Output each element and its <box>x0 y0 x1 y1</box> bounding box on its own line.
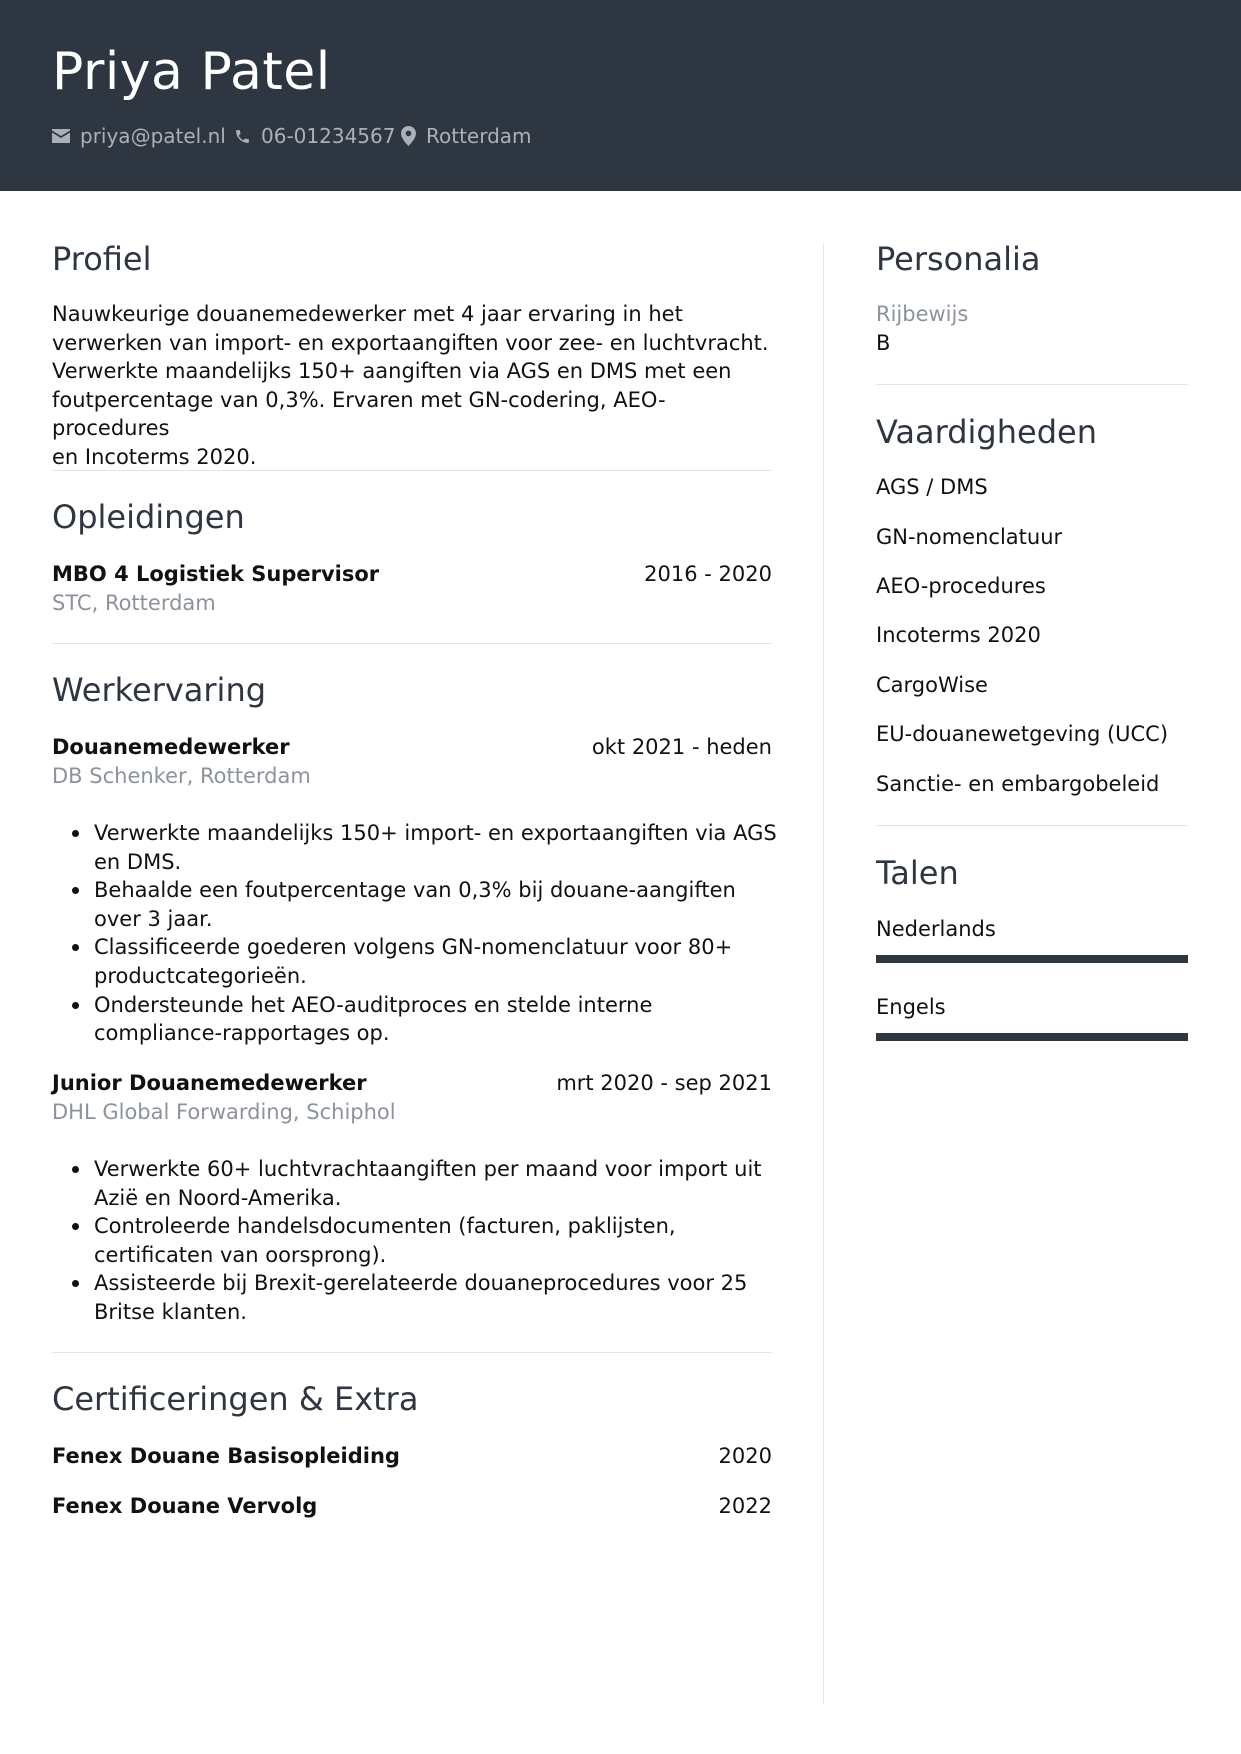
location-text: Rotterdam <box>426 124 532 148</box>
education-degree: MBO 4 Logistiek Supervisor <box>52 562 380 586</box>
license-label: Rijbewijs <box>876 302 969 326</box>
education-period: 2016 - 2020 <box>644 562 772 586</box>
job-bullets <box>52 819 794 1048</box>
job-company: DB Schenker, Rotterdam <box>52 764 311 788</box>
job-period: okt 2021 - heden <box>591 735 772 759</box>
phone-text: 06-01234567 <box>261 124 396 148</box>
contact-location <box>401 124 532 148</box>
profile-heading: Profiel <box>52 240 152 278</box>
experience-heading: Werkervaring <box>52 671 267 709</box>
certifications-heading: Certificeringen & Extra <box>52 1380 419 1418</box>
license-value: B <box>876 331 891 355</box>
job-role: Junior Douanemedewerker <box>52 1071 367 1095</box>
profile-line: Verwerkte maandelijks 150+ aangiften via AGS en DMS met een <box>52 359 732 384</box>
candidate-name: Priya Patel <box>52 42 331 102</box>
education-heading: Opleidingen <box>52 498 245 536</box>
section-divider <box>52 643 772 644</box>
list-item: Classificeerde goederen volgens GN-nomenclatuur voor 80+ productcategorieën. <box>94 933 794 990</box>
skill-item: AEO-procedures <box>876 574 1046 598</box>
language-name: Nederlands <box>876 917 996 941</box>
skill-item: CargoWise <box>876 673 988 697</box>
list-item: Assisteerde bij Brexit-gerelateerde douaneprocedures voor 25 Britse klanten. <box>94 1269 794 1326</box>
job-company: DHL Global Forwarding, Schiphol <box>52 1100 396 1124</box>
email-text: priya@patel.nl <box>80 124 226 148</box>
languages-heading: Talen <box>876 854 959 892</box>
certification-year: 2020 <box>718 1444 772 1468</box>
job-bullets <box>52 1155 794 1327</box>
header-banner <box>0 0 1241 191</box>
skill-item: EU-douanewetgeving (UCC) <box>876 722 1169 746</box>
contact-email <box>52 124 226 148</box>
section-divider <box>52 470 772 471</box>
section-divider <box>52 1352 772 1353</box>
skill-item: GN-nomenclatuur <box>876 525 1063 549</box>
language-name: Engels <box>876 995 946 1019</box>
education-school: STC, Rotterdam <box>52 591 216 615</box>
profile-line: foutpercentage van 0,3%. Ervaren met GN-codering, AEO-procedures <box>52 387 666 441</box>
section-divider <box>876 825 1188 826</box>
personal-heading: Personalia <box>876 240 1041 278</box>
certification-year: 2022 <box>718 1494 772 1518</box>
certification-name: Fenex Douane Basisopleiding <box>52 1444 400 1468</box>
language-level-bar <box>876 1033 1188 1041</box>
skill-item: AGS / DMS <box>876 475 988 499</box>
list-item: Behaalde een foutpercentage van 0,3% bij douane-aangiften over 3 jaar. <box>94 876 794 933</box>
job-period: mrt 2020 - sep 2021 <box>556 1071 772 1095</box>
section-divider <box>876 384 1188 385</box>
certification-name: Fenex Douane Vervolg <box>52 1494 318 1518</box>
job-role: Douanemedewerker <box>52 735 290 759</box>
language-level-bar <box>876 955 1188 963</box>
skill-item: Sanctie- en embargobeleid <box>876 772 1160 796</box>
profile-line: Nauwkeurige douanemedewerker met 4 jaar ervaring in het <box>52 302 683 326</box>
list-item: Ondersteunde het AEO-auditproces en stelde interne compliance-rapportages op. <box>94 991 794 1048</box>
envelope-icon <box>52 129 70 143</box>
profile-line: verwerken van import- en exportaangiften voor zee- en luchtvracht. <box>52 330 769 355</box>
list-item: Controleerde handelsdocumenten (facturen, paklijsten, certificaten van oorsprong). <box>94 1212 794 1269</box>
list-item: Verwerkte 60+ luchtvrachtaangiften per maand voor import uit Azië en Noord-Amerika. <box>94 1155 794 1212</box>
skills-heading: Vaardigheden <box>876 413 1097 451</box>
map-pin-icon <box>401 126 416 146</box>
profile-line: en Incoterms 2020. <box>52 444 257 469</box>
contact-phone <box>234 124 395 148</box>
skill-item: Incoterms 2020 <box>876 623 1041 647</box>
list-item: Verwerkte maandelijks 150+ import- en exportaangiften via AGS en DMS. <box>94 819 794 876</box>
profile-summary <box>52 300 772 472</box>
phone-icon <box>234 128 251 145</box>
column-divider <box>823 244 824 1704</box>
